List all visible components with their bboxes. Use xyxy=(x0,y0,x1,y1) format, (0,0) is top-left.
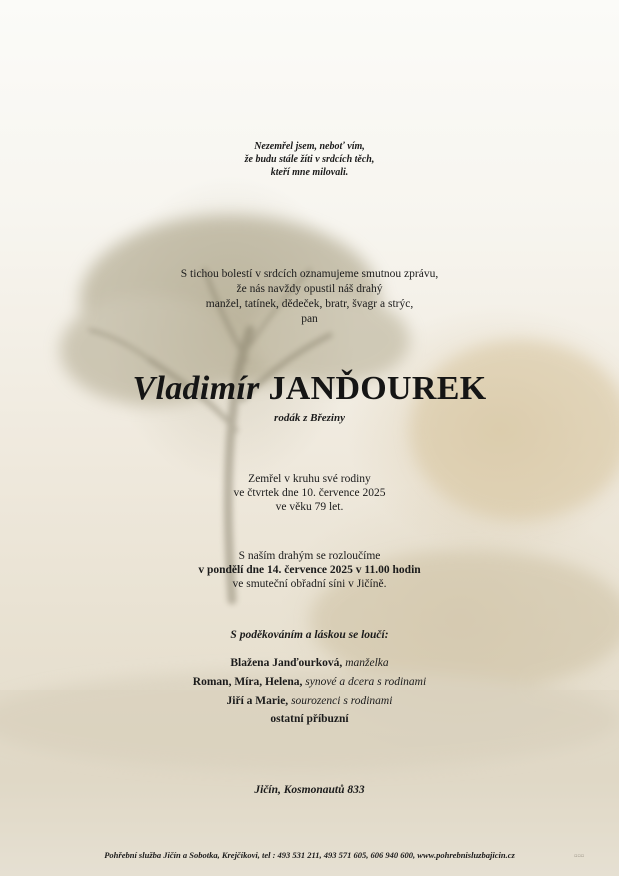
mourner-names: Roman, Míra, Helena, xyxy=(192,676,303,688)
mourner-line-3 xyxy=(0,694,619,709)
address: Jičín, Kosmonautů 833 xyxy=(254,784,365,796)
announcement-line-3: manžel, tatínek, dědeček, bratr, švagr a strýc, xyxy=(205,298,414,310)
deceased-first-name: Vladimír xyxy=(132,370,260,407)
motto-line-1: Nezemřel jsem, neboť vím, xyxy=(254,141,365,152)
announcement-line-1: S tichou bolestí v srdcích oznamujeme smutnou zprávu, xyxy=(180,268,439,280)
mourner-relation: sourozenci s rodinami xyxy=(291,695,393,707)
farewell-line-3: ve smuteční obřadní síni v Jičíně. xyxy=(232,578,387,590)
funeral-service-footer: Pohřební služba Jičín a Sobotka, Krejčíkovi, tel : 493 531 211, 493 571 605, 606 940 600, www.pohrebnisluzbajicin.cz xyxy=(104,850,515,860)
deceased-surname: JANĎOUREK xyxy=(268,370,487,407)
motto-line-3: kteří mne milovali. xyxy=(270,167,349,178)
mourner-relation: manželka xyxy=(345,657,389,669)
mourner-line-2 xyxy=(0,675,619,690)
thanks-heading: S poděkováním a láskou se loučí: xyxy=(230,629,389,641)
mourner-line-4: ostatní příbuzní xyxy=(270,713,349,725)
deceased-name xyxy=(0,370,619,408)
mourner-names: Blažena Janďourková, xyxy=(230,657,343,669)
announcement-line-2: že nás navždy opustil náš drahý xyxy=(236,283,383,295)
mourner-line-1 xyxy=(0,656,619,671)
mourner-names: Jiří a Marie, xyxy=(226,695,289,707)
death-info-line-1: Zemřel v kruhu své rodiny xyxy=(248,473,371,485)
deceased-origin: rodák z Březiny xyxy=(274,412,345,424)
death-info-line-3: ve věku 79 let. xyxy=(275,501,344,513)
death-info-line-2: ve čtvrtek dne 10. července 2025 xyxy=(233,487,386,499)
announcement-line-4: pan xyxy=(301,313,318,325)
scan-mark: ▫▫▫ xyxy=(574,853,585,859)
mourner-relation: synové a dcera s rodinami xyxy=(305,676,427,688)
farewell-line-1: S naším drahým se rozloučíme xyxy=(238,550,381,562)
farewell-line-2: v pondělí dne 14. července 2025 v 11.00 hodin xyxy=(198,564,421,576)
motto-line-2: že budu stále žíti v srdcích těch, xyxy=(244,154,375,165)
